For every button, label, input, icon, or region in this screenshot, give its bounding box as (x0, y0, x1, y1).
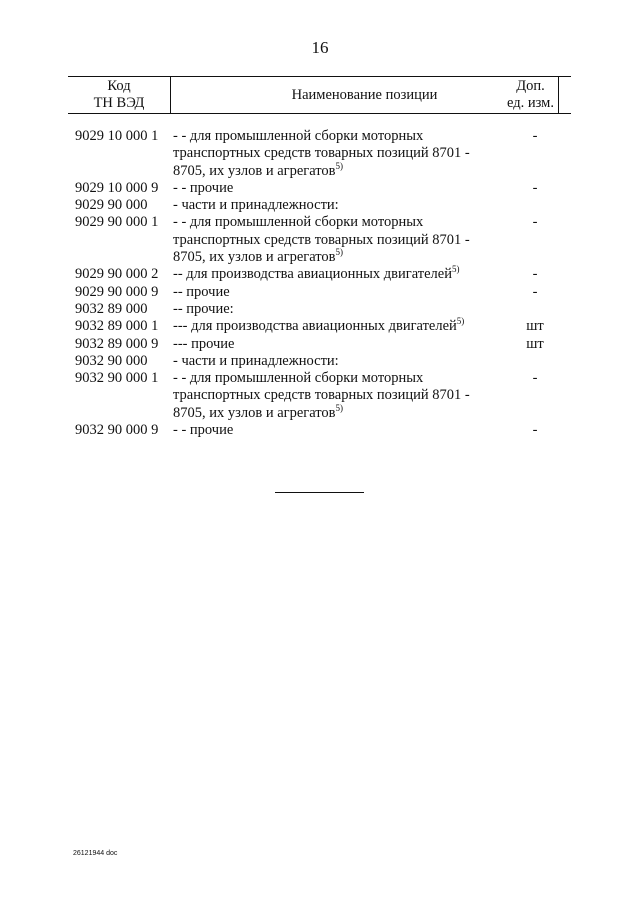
description-line (173, 353, 503, 370)
row-code: 9032 90 000 9 (75, 422, 159, 439)
description-line (173, 402, 503, 422)
header-code-line-2: ТН ВЭД (93, 95, 145, 111)
row-code: 9032 89 000 9 (75, 335, 159, 352)
row-unit: шт (526, 318, 544, 335)
footnote-marker: 5) (335, 160, 344, 171)
row-description (173, 422, 503, 439)
row-code: 9029 90 000 1 (75, 214, 159, 231)
table-row (0, 197, 640, 214)
document-id: 26121944 doc (73, 850, 118, 857)
row-description (173, 214, 503, 266)
row-description (173, 128, 503, 180)
row-description (173, 318, 503, 335)
footnote-marker: 5) (456, 316, 465, 327)
row-unit: - (532, 128, 538, 144)
table-row (0, 301, 640, 318)
description-line (173, 370, 503, 387)
footnote-marker: 5) (451, 264, 460, 275)
table-row (0, 266, 640, 283)
description-text: транспортных средств товарных позиций 8701 - (173, 231, 470, 248)
footnote-marker: 5) (335, 247, 344, 258)
row-description (173, 336, 503, 353)
description-text: -- прочие: (173, 300, 234, 317)
description-text: - части и принадлежности: (173, 352, 339, 369)
row-unit: - (532, 179, 538, 196)
table-row (0, 284, 640, 301)
description-line (173, 160, 503, 180)
description-line (173, 197, 503, 214)
row-description (173, 197, 503, 214)
description-line (173, 214, 503, 231)
row-unit: шт (526, 335, 544, 352)
row-code: 9029 90 000 9 (75, 283, 159, 300)
header-name-label: Наименование позиции (291, 86, 438, 103)
description-line (173, 318, 503, 335)
description-text: - - прочие (173, 179, 234, 196)
description-line (173, 128, 503, 145)
header-unit-line-2: ед. изм. (507, 95, 554, 111)
row-code: 9032 90 000 1 (75, 370, 159, 387)
table-row (0, 180, 640, 197)
description-text: 8705, их узлов и агрегатов (173, 162, 336, 179)
row-unit: - (532, 422, 538, 439)
row-description (173, 301, 503, 318)
row-unit: - (532, 283, 538, 300)
table-header (68, 76, 571, 114)
description-line (173, 422, 503, 439)
row-description (173, 180, 503, 197)
row-code: 9029 90 000 (75, 197, 148, 214)
description-line (173, 336, 503, 353)
row-unit: - (532, 370, 538, 387)
row-code: 9029 90 000 2 (75, 266, 159, 283)
description-line (173, 301, 503, 318)
row-description (173, 353, 503, 370)
description-text: - - для промышленной сборки моторных (173, 214, 424, 231)
description-text: -- для производства авиационных двигателей (173, 266, 452, 283)
table-row (0, 336, 640, 353)
description-text: - - для промышленной сборки моторных (173, 370, 424, 387)
row-code: 9032 89 000 (75, 300, 148, 317)
description-text: 8705, их узлов и агрегатов (173, 404, 336, 421)
table-row (0, 128, 640, 180)
description-text: 8705, их узлов и агрегатов (173, 249, 336, 266)
row-unit: - (532, 266, 538, 283)
description-line (173, 284, 503, 301)
row-code: 9029 10 000 9 (75, 179, 159, 196)
description-text: - - прочие (173, 422, 234, 439)
description-text: - - для промышленной сборки моторных (173, 128, 424, 144)
table-row (0, 353, 640, 370)
table-row (0, 214, 640, 266)
row-code: 9032 90 000 (75, 352, 148, 369)
row-description (173, 284, 503, 301)
description-text: --- для производства авиационных двигателей (173, 318, 457, 335)
table-row (0, 318, 640, 335)
row-unit: - (532, 214, 538, 231)
page-number: 16 (311, 38, 329, 57)
row-description (173, 370, 503, 422)
footnote-marker: 5) (335, 402, 344, 413)
description-text: -- прочие (173, 283, 230, 300)
header-code-line-1: Код (107, 78, 131, 94)
row-description (173, 266, 503, 283)
header-unit-column (490, 77, 571, 113)
description-text: --- прочие (173, 335, 235, 352)
table-row (0, 370, 640, 422)
description-text: транспортных средств товарных позиций 8701 - (173, 145, 470, 162)
description-text: транспортных средств товарных позиций 8701 - (173, 387, 470, 404)
end-rule (275, 492, 364, 493)
row-code: 9032 89 000 1 (75, 318, 159, 335)
header-code-column (68, 77, 170, 113)
description-line (173, 180, 503, 197)
header-unit-line-1: Доп. (516, 78, 545, 94)
row-code: 9029 10 000 1 (75, 128, 159, 144)
description-line (173, 266, 503, 283)
description-text: - части и принадлежности: (173, 197, 339, 214)
table-body (0, 128, 640, 439)
table-row (0, 422, 640, 439)
